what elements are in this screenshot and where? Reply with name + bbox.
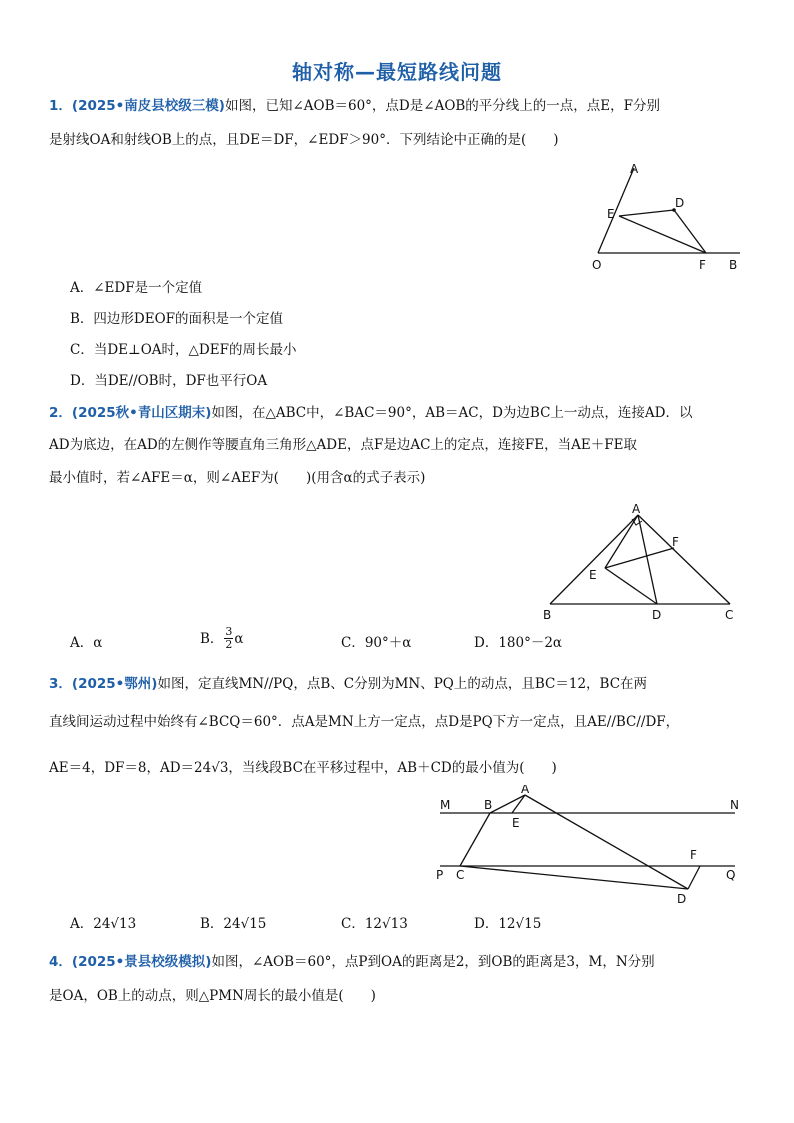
q1-label-a: A <box>630 162 639 176</box>
q1-option-a[interactable]: A．∠EDF是一个定值 <box>70 280 203 296</box>
q3-option-b[interactable]: B．24√15 <box>200 916 267 932</box>
q3-label-m: M <box>440 798 451 812</box>
q2-option-b-numerator: 3 <box>225 625 233 638</box>
q3-option-d[interactable]: D．12√15 <box>474 916 542 932</box>
q1-label-e: E <box>607 207 615 221</box>
q1-source: (2025•南皮县校级三模) <box>71 98 225 114</box>
q3-line2: 直线间运动过程中始终有∠BCQ＝60°．点A是MN上方一定点，点D是PQ下方一定点，且AE//BC//DF， <box>49 714 680 730</box>
q2-figure <box>535 500 745 625</box>
q3-label-p: P <box>436 868 444 882</box>
q3-option-c[interactable]: C．12√13 <box>341 916 408 932</box>
q3-figure <box>430 785 750 910</box>
q2-label-b: B <box>543 608 552 622</box>
q3-label-f: F <box>690 848 697 862</box>
q2-option-c[interactable]: C．90°＋α <box>341 635 412 651</box>
q3-label-e: E <box>512 816 520 830</box>
q2-option-b-denominator: 2 <box>225 638 233 651</box>
q2-option-b-label: B． <box>200 630 224 647</box>
q3-label-d: D <box>677 892 687 906</box>
q1-line1 <box>49 97 660 115</box>
q2-option-b[interactable] <box>200 626 244 651</box>
q4-source: (2025•景县校级模拟) <box>71 954 212 970</box>
q3-label-n: N <box>730 798 739 812</box>
q1-number: 1． <box>49 98 72 114</box>
q3-label-q: Q <box>726 868 736 882</box>
q2-line3: 最小值时，若∠AFE＝α，则∠AEF为( )(用含α的式子表示) <box>49 470 426 486</box>
q4-line1 <box>49 953 655 971</box>
q3-label-a: A <box>521 785 530 796</box>
q2-option-b-fraction <box>224 626 233 651</box>
q1-label-o: O <box>592 258 602 272</box>
page-title: 轴对称—最短路线问题 <box>292 60 502 84</box>
q2-label-a: A <box>632 502 641 516</box>
q4-line2: 是OA，OB上的动点，则△PMN周长的最小值是( ) <box>49 988 376 1004</box>
q1-label-f: F <box>699 258 706 272</box>
q1-text1: 如图，已知∠AOB＝60°，点D是∠AOB的平分线上的一点，点E，F分别 <box>224 98 661 114</box>
q1-figure <box>580 158 750 278</box>
q2-label-f: F <box>672 535 679 549</box>
q3-source: (2025•鄂州) <box>71 676 158 692</box>
q2-option-d[interactable]: D．180°－2α <box>474 635 563 651</box>
q1-label-b: B <box>729 258 738 272</box>
q2-label-e: E <box>589 568 597 582</box>
q3-option-a[interactable]: A．24√13 <box>70 916 137 932</box>
q4-text1: 如图，∠AOB＝60°，点P到OA的距离是2，到OB的距离是3，M，N分别 <box>211 954 655 970</box>
q1-option-c[interactable]: C．当DE⊥OA时，△DEF的周长最小 <box>70 342 297 358</box>
q3-label-c: C <box>456 868 465 882</box>
q2-option-a[interactable]: A．α <box>70 635 103 651</box>
q3-line1 <box>49 675 647 693</box>
q3-number: 3． <box>49 676 72 692</box>
q1-option-b[interactable]: B．四边形DEOF的面积是一个定值 <box>70 311 284 327</box>
q1-label-d: D <box>675 196 685 210</box>
q1-option-d[interactable]: D．当DE//OB时，DF也平行OA <box>70 373 268 389</box>
q2-number: 2． <box>49 405 72 421</box>
q3-line3: AE＝4，DF＝8，AD＝24√3，当线段BC在平移过程中，AB＋CD的最小值为( ) <box>49 760 557 776</box>
q3-label-b: B <box>484 798 493 812</box>
q4-number: 4． <box>49 954 72 970</box>
q3-text1: 如图，定直线MN//PQ，点B、C分别为MN、PQ上的动点，且BC＝12，BC在两 <box>157 676 648 692</box>
q2-source: (2025秋•青山区期末) <box>71 405 212 421</box>
q2-line2: AD为底边，在AD的左侧作等腰直角三角形△ADE，点F是边AC上的定点，连接FE，当AE＋FE取 <box>49 437 637 453</box>
q2-text1: 如图，在△ABC中，∠BAC＝90°，AB＝AC，D为边BC上一动点，连接AD．以 <box>211 405 693 421</box>
q2-label-d: D <box>652 608 662 622</box>
q2-option-b-var: α <box>234 630 244 647</box>
q2-line1 <box>49 404 692 422</box>
q2-label-c: C <box>725 608 734 622</box>
q1-line2: 是射线OA和射线OB上的点，且DE＝DF，∠EDF＞90°．下列结论中正确的是( ) <box>49 132 559 148</box>
